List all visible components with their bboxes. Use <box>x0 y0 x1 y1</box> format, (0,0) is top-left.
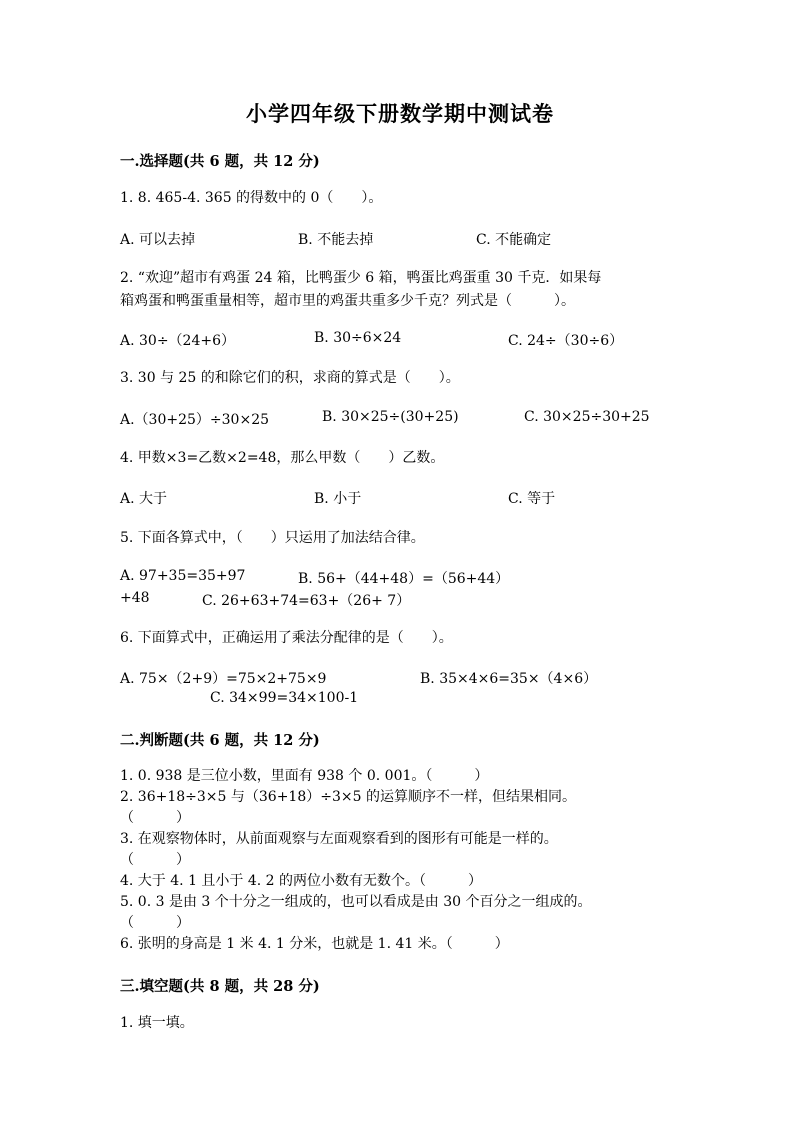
judgement-item-2: 2. 36+18÷3×5 与（36+18）÷3×5 的运算顺序不一样，但结果相同。 <box>120 789 576 805</box>
question-1-option-b: B. 不能去掉 <box>298 232 374 248</box>
question-1-option-c: C. 不能确定 <box>476 232 552 248</box>
question-1-option-a: A. 可以去掉 <box>120 232 196 248</box>
question-4: 4. 甲数×3=乙数×2=48，那么甲数（ ）乙数。 <box>120 450 445 466</box>
section-heading-choice: 一.选择题(共 6 题，共 12 分) <box>120 153 320 170</box>
question-6-option-b: B. 35×4×6=35×（4×6） <box>420 671 598 687</box>
judgement-item-3-brackets: （ ） <box>120 852 190 868</box>
section-heading-fill-blank: 三.填空题(共 8 题，共 28 分) <box>120 978 320 995</box>
question-5-option-b: B. 56+（44+48）=（56+44） <box>298 571 510 587</box>
judgement-item-4: 4. 大于 4. 1 且小于 4. 2 的两位小数有无数个。（ ） <box>120 873 483 889</box>
question-5-option-a: A. 97+35=35+97 <box>120 568 246 584</box>
question-6-option-c: C. 34×99=34×100-1 <box>210 690 359 706</box>
question-4-option-c: C. 等于 <box>508 491 556 507</box>
judgement-item-5-brackets: （ ） <box>120 915 190 931</box>
question-3-option-a: A.（30+25）÷30×25 <box>120 412 270 428</box>
question-5-option-b-continued: +48 <box>120 590 150 606</box>
question-2-option-b: B. 30÷6×24 <box>314 330 402 346</box>
page-title: 小学四年级下册数学期中测试卷 <box>246 101 554 126</box>
question-3-option-b: B. 30×25÷(30+25) <box>322 409 459 425</box>
question-2-option-a: A. 30÷（24+6） <box>120 333 236 349</box>
question-5-option-c: C. 26+63+74=63+（26+ 7） <box>202 593 411 609</box>
judgement-item-6: 6. 张明的身高是 1 米 4. 1 分米，也就是 1. 41 米。（ ） <box>120 936 509 952</box>
judgement-item-1: 1. 0. 938 是三位小数，里面有 938 个 0. 001。（ ） <box>120 768 489 784</box>
question-4-option-a: A. 大于 <box>120 491 168 507</box>
question-4-option-b: B. 小于 <box>314 491 362 507</box>
question-6: 6. 下面算式中，正确运用了乘法分配律的是（ ）。 <box>120 630 453 646</box>
judgement-item-5: 5. 0. 3 是由 3 个十分之一组成的，也可以看成是由 30 个百分之一组成的。 <box>120 894 592 910</box>
fill-blank-question-1: 1. 填一填。 <box>120 1015 194 1031</box>
question-2-line-2: 箱鸡蛋和鸭蛋重量相等，超市里的鸡蛋共重多少千克？列式是（ ）。 <box>120 293 575 309</box>
question-2-line-1: 2. “欢迎”超市有鸡蛋 24 箱，比鸭蛋少 6 箱，鸭蛋比鸡蛋重 30 千克．如果每 <box>120 270 602 286</box>
question-5: 5. 下面各算式中，（ ）只运用了加法结合律。 <box>120 530 425 546</box>
judgement-item-2-brackets: （ ） <box>120 810 190 826</box>
section-heading-judgement: 二.判断题(共 6 题，共 12 分) <box>120 732 320 749</box>
question-2-option-c: C. 24÷（30÷6） <box>508 333 624 349</box>
question-1: 1. 8. 465-4. 365 的得数中的 0（ ）。 <box>120 190 383 206</box>
judgement-item-3: 3. 在观察物体时，从前面观察与左面观察看到的图形有可能是一样的。 <box>120 831 558 847</box>
question-3: 3. 30 与 25 的和除它们的积，求商的算式是（ ）。 <box>120 370 460 386</box>
question-3-option-c: C. 30×25÷30+25 <box>524 409 650 425</box>
question-6-option-a: A. 75×（2+9）=75×2+75×9 <box>120 671 327 687</box>
